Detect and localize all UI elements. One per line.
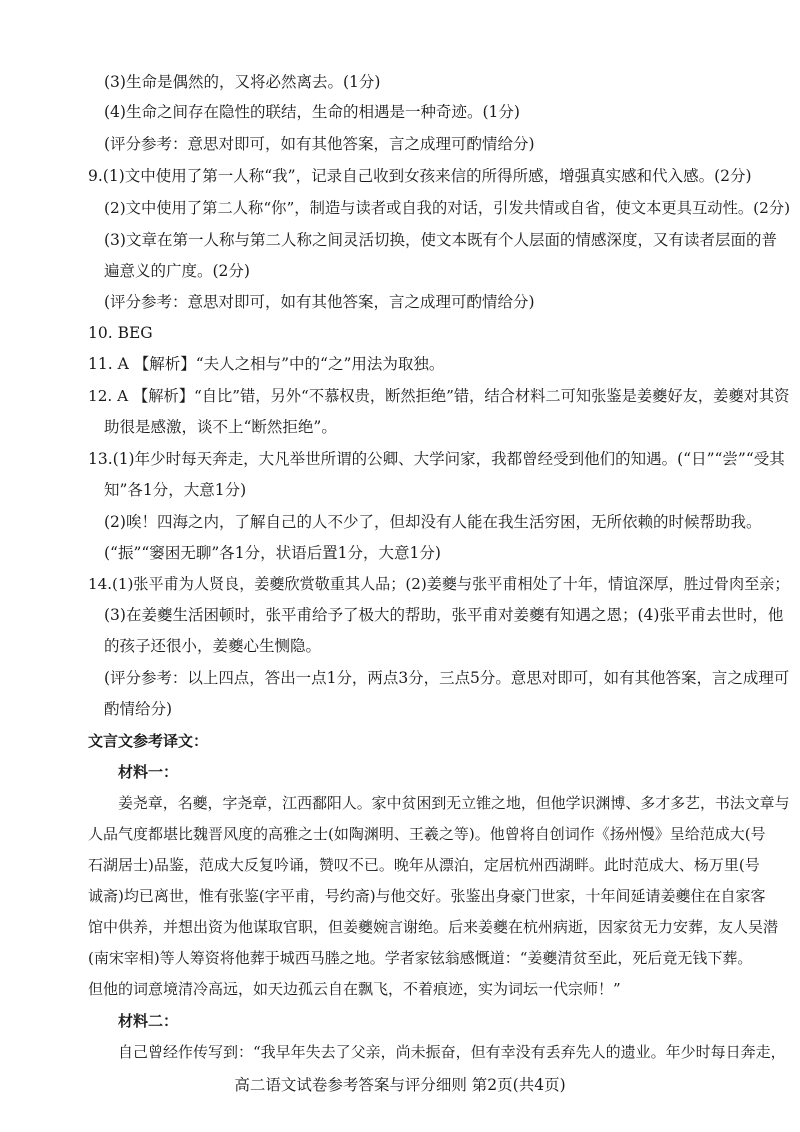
- question-10-answer: 10. BEG: [88, 324, 153, 342]
- translation-line: (南宋宰相)等人筹资将他葬于城西马塍之地。学者家铉翁感慨道：“姜夔清贫至此，死后竟无钱下葬。: [88, 949, 753, 967]
- material-1-title: 材料一：: [118, 763, 179, 781]
- answer-line: 助很是感激，谈不上“断然拒绝”。: [104, 418, 337, 436]
- page-footer: 高二语文试卷参考答案与评分细则 第2页(共4页): [234, 1076, 566, 1094]
- translation-line: 馆中供养，并想出资为他谋取官职，但姜夔婉言谢绝。后来姜夔在杭州病逝，因家贫无力安葬，友人吴潜: [88, 918, 779, 936]
- question-13-answer: 13.(1)年少时每天奔走，大凡举世所谓的公卿、大学问家，我都曾经受到他们的知遇。(“日”“尝”“受其: [88, 450, 785, 468]
- answer-line: 遍意义的广度。(2分): [104, 262, 250, 280]
- question-11-answer: 11. A 【解析】“夫人之相与”中的“之”用法为取独。: [88, 355, 445, 373]
- material-2-title: 材料二：: [118, 1012, 179, 1030]
- scoring-note: (评分参考：意思对即可，如有其他答案，言之成理可酌情给分): [104, 293, 535, 311]
- translation-line: 但他的词意境清冷高远，如天边孤云自在飘飞，不着痕迹，实为词坛一代宗师！”: [88, 980, 621, 998]
- scoring-note: (“振”“窭困无聊”各1分，状语后置1分，大意1分): [104, 544, 441, 562]
- translation-heading: 文言文参考译文：: [88, 732, 209, 750]
- answer-line: 的孩子还很小，姜夔心生恻隐。: [104, 637, 322, 655]
- answer-line: (4)生命之间存在隐性的联结，生命的相遇是一种奇迹。(1分): [104, 103, 520, 121]
- answer-line: (2)文中使用了第二人称“你”，制造与读者或自我的对话，引发共情或自省，使文本更具互动性。(2分): [104, 199, 791, 217]
- answer-line: 知”各1分，大意1分): [104, 481, 247, 499]
- question-14-answer: 14.(1)张平甫为人贤良，姜夔欣赏敬重其人品；(2)姜夔与张平甫相处了十年，情谊深厚，胜过骨肉至亲；: [88, 575, 790, 593]
- translation-line: 自己曾经作传写到：“我早年失去了父亲，尚未振奋，但有幸没有丢弃先人的遗业。年少时每日奔走，: [118, 1043, 786, 1061]
- translation-line: 石湖居士)品鉴，范成大反复吟诵，赞叹不已。晚年从漂泊，定居杭州西湖畔。此时范成大、杨万里(号: [88, 856, 760, 874]
- translation-line: 人品气度都堪比魏晋风度的高雅之士(如陶渊明、王羲之等)。他曾将自创词作《扬州慢》呈给范成大(号: [88, 825, 766, 843]
- question-9-answer: 9.(1)文中使用了第一人称“我”，记录自己收到女孩来信的所得所感，增强真实感和代入感。(2分): [88, 167, 752, 185]
- scoring-note: (评分参考：以上四点，答出一点1分，两点3分，三点5分。意思对即可，如有其他答案，言之成理可: [104, 669, 790, 687]
- question-12-answer: 12. A 【解析】“自比”错，另外“不慕权贵，断然拒绝”错，结合材料二可知张鉴是姜夔好友，姜夔对其资: [88, 387, 790, 405]
- translation-line: 诚斋)均已离世，惟有张鉴(字平甫，号约斋)与他交好。张鉴出身豪门世家，十年间延请姜夔住在自家客: [88, 887, 766, 905]
- answer-line: (3)文章在第一人称与第二人称之间灵活切换，使文本既有个人层面的情感深度，又有读者层面的普: [104, 231, 777, 249]
- scoring-note: 酌情给分): [104, 700, 173, 718]
- scoring-note: (评分参考：意思对即可，如有其他答案，言之成理可酌情给分): [104, 135, 535, 153]
- answer-line: (3)生命是偶然的，又将必然离去。(1分): [104, 73, 381, 91]
- translation-line: 姜尧章，名夔，字尧章，江西鄱阳人。家中贫困到无立锥之地，但他学识渊博、多才多艺，书法文章与: [118, 794, 790, 812]
- answer-line: (3)在姜夔生活困顿时，张平甫给予了极大的帮助，张平甫对姜夔有知遇之恩；(4)张平甫去世时，他: [104, 606, 784, 624]
- answer-line: (2)唉！四海之内，了解自己的人不少了，但却没有人能在我生活穷困，无所依赖的时候帮助我。: [104, 513, 762, 531]
